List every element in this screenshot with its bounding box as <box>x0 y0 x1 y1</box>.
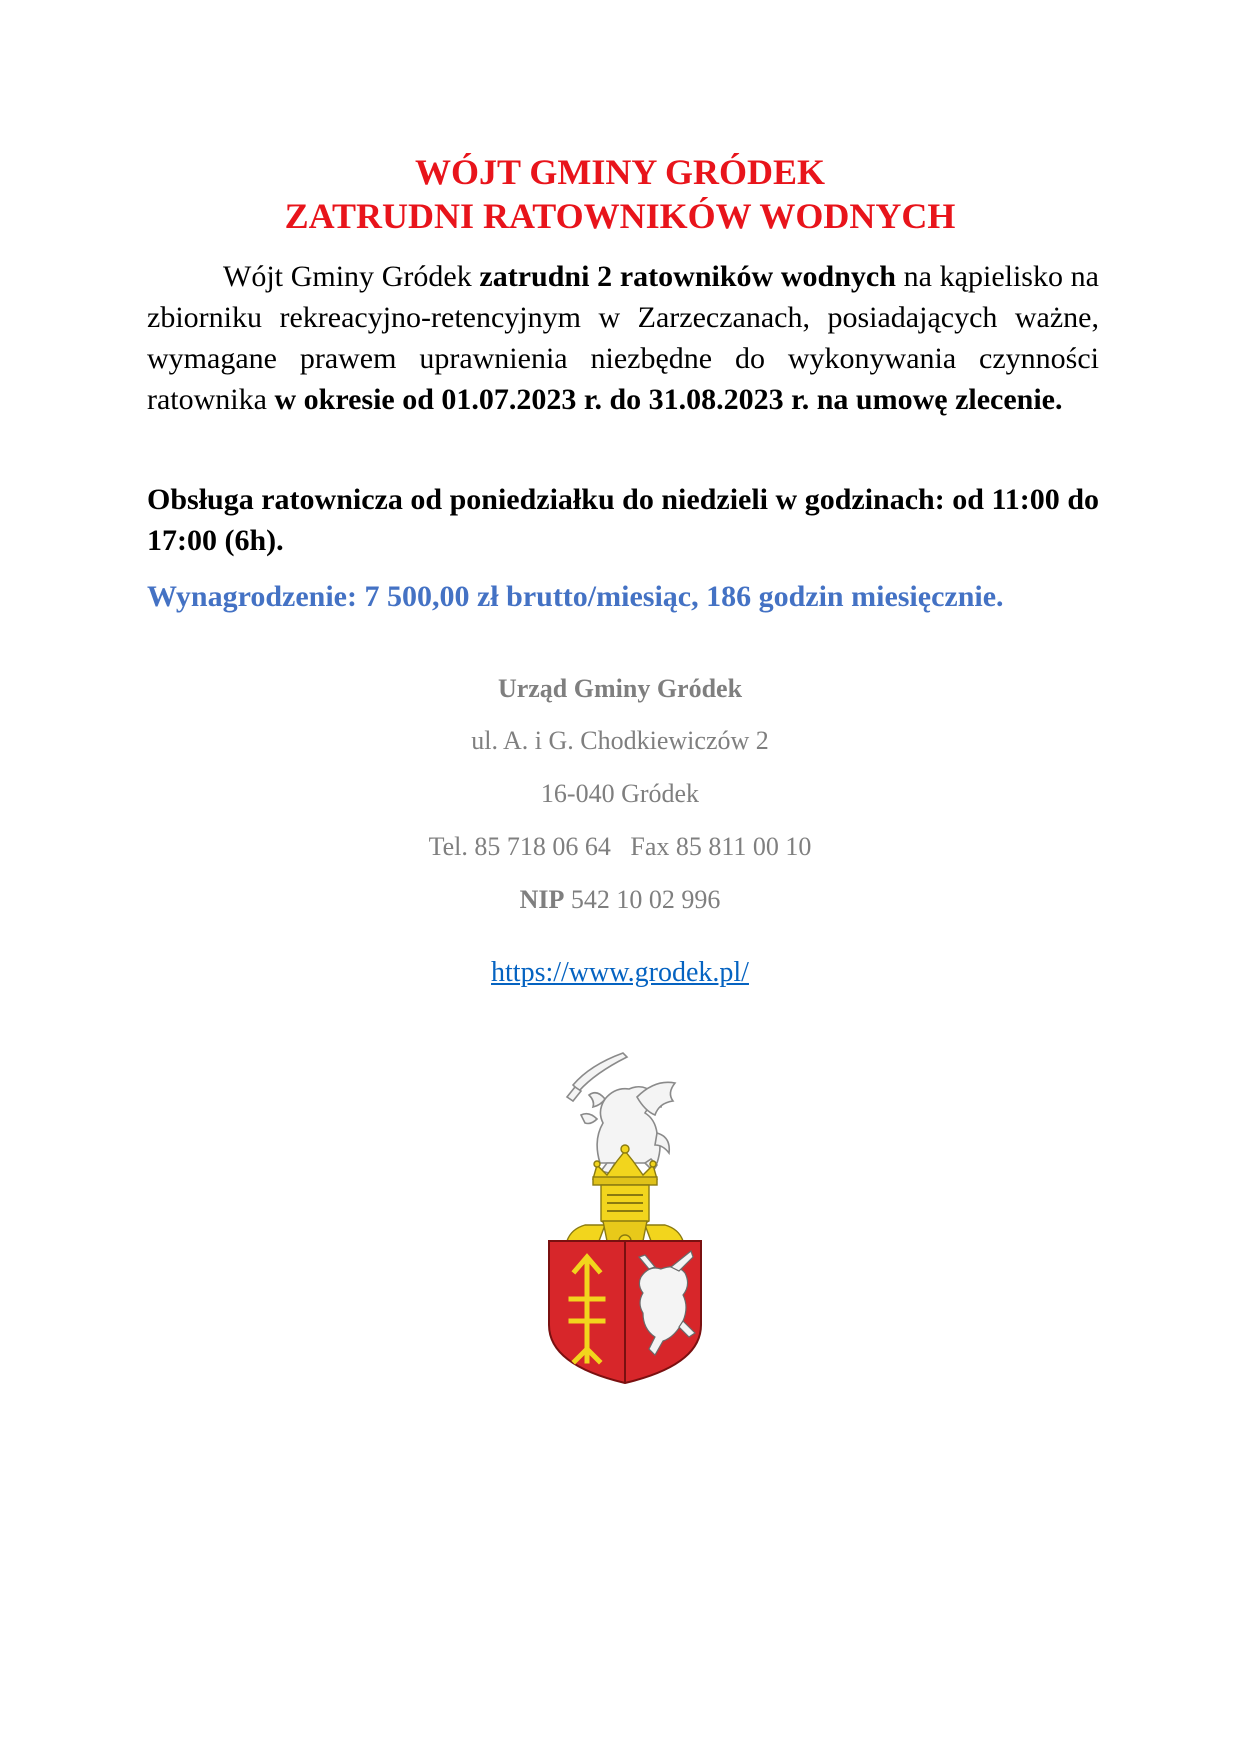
paragraph-1-bold-period: w okresie od 01.07.2023 r. do 31.08.2023 r. na umowę zlecenie. <box>274 383 1063 416</box>
nip-value: 542 10 02 996 <box>564 885 721 914</box>
paragraph-salary: Wynagrodzenie: 7 500,00 zł brutto/miesiąc, 186 godzin miesięcznie. <box>147 580 1004 613</box>
nip-label: NIP <box>519 885 565 914</box>
website-line <box>0 956 1240 990</box>
title-line-2: ZATRUDNI RATOWNIKÓW WODNYCH <box>284 196 956 236</box>
website-link[interactable]: https://www.grodek.pl/ <box>491 957 749 988</box>
shield <box>549 1241 701 1383</box>
paragraph-job-offer <box>147 256 1099 420</box>
contact-nip <box>0 884 1240 916</box>
paragraph-1-text-continued: na kąpielisko na zbiorniku rekreacyjno-retencyjnym w Zarzeczanach, posiadających ważne, wymagane prawem uprawnienia niezbędne do wykonywania czynności ratownika <box>147 260 1099 416</box>
coat-of-arms-icon <box>545 1045 705 1385</box>
contact-street: ul. A. i G. Chodkiewiczów 2 <box>471 726 769 755</box>
paragraph-1-text: Wójt Gminy Gródek <box>223 260 480 293</box>
paragraph-hours: Obsługa ratownicza od poniedziałku do niedzieli w godzinach: od 11:00 do 17:00 (6h). <box>147 483 1099 557</box>
title-line-1: WÓJT GMINY GRÓDEK <box>414 152 826 192</box>
paragraph-1-bold-positions: zatrudni 2 ratowników wodnych <box>479 260 896 293</box>
contact-phones: Tel. 85 718 06 64 Fax 85 811 00 10 <box>428 832 812 861</box>
contact-city: 16-040 Gródek <box>540 779 700 808</box>
contact-office-name: Urząd Gminy Gródek <box>497 674 743 703</box>
helmet <box>567 1185 683 1247</box>
